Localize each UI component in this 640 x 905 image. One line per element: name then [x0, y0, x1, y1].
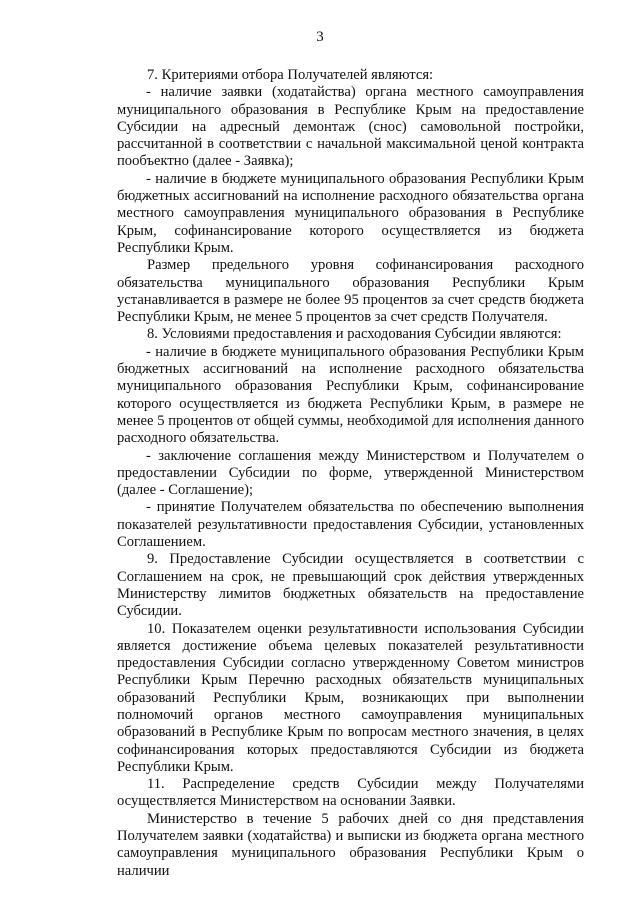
document-body [117, 67, 584, 880]
paragraph-criteria-budget: - наличие в бюджете муниципального образования Республики Крым бюджетных ассигнований на исполнение расходного обязательства органа местного самоуправления муниципального образования в Республике Крым, софинансирование которого осуществляется из бюджета Республики Крым. [117, 170, 584, 256]
paragraph-conditions-obligation: - принятие Получателем обязательства по обеспечению выполнения показателей результативности предоставления Субсидии, установленных Соглашением. [117, 499, 584, 551]
paragraph-conditions-budget: - наличие в бюджете муниципального образования Республики Крым бюджетных ассигнований на исполнение расходного обязательства муниципального образования Республики Крым, софинансирование которого осуществляется из бюджета Республики Крым, в размере не менее 5 процентов от общей суммы, необходимой для исполнения данного расходного обязательства. [117, 343, 584, 447]
paragraph-conditions-heading: 8. Условиями предоставления и расходования Субсидии являются: [147, 326, 562, 343]
paragraph-conditions-agreement: - заключение соглашения между Министерством и Получателем о предоставлении Субсидии по форме, утвержденной Министерством (далее - Соглашение); [117, 447, 584, 499]
paragraph-criteria-application: - наличие заявки (ходатайства) органа местного самоуправления муниципального образования в Республике Крым на предоставление Субсидии на адресный демонтаж (снос) самовольной постройки, рассчитанной в соответствии с начальной максимальной ценой контракта пообъектно (далее - Заявка); [117, 84, 584, 170]
paragraph-criteria-heading: 7. Критериями отбора Получателей являются: [147, 67, 434, 83]
paragraph-distribution: 11. Распределение средств Субсидии между Получателями осуществляется Министерством на основании Заявки. [117, 776, 584, 810]
paragraph-ministry-review: Министерство в течение 5 рабочих дней со дня представления Получателем заявки (ходатайства) и выписки из бюджета органа местного самоуправления муниципального образования Республики Крым о наличии [117, 810, 584, 879]
paragraph-cofinancing-limit: Размер предельного уровня софинансирования расходного обязательства муниципального образования Республики Крым устанавливается в размере не более 95 процентов за счет средств бюджета Республики Крым, не менее 5 процентов за счет средств Получателя. [117, 257, 584, 326]
paragraph-performance-indicator: 10. Показателем оценки результативности использования Субсидии является достижение объема целевых показателей результативности предоставления Субсидии согласно утвержденному Советом министров Республики Крым Перечню расходных обязательств муниципальных образований Республики Крым, возникающих при выполнении полномочий органов местного самоуправления муниципальных образований в Республике Крым по вопросам местного значения, в целях софинансирования которых предоставляются Субсидии из бюджета Республики Крым. [117, 620, 584, 775]
paragraph-subsidy-provision: 9. Предоставление Субсидии осуществляется в соответствии с Соглашением на срок, не превышающий срок действия утвержденных Министерству лимитов бюджетных обязательств на предоставление Субсидии. [117, 551, 584, 620]
page-number: 3 [316, 29, 324, 45]
